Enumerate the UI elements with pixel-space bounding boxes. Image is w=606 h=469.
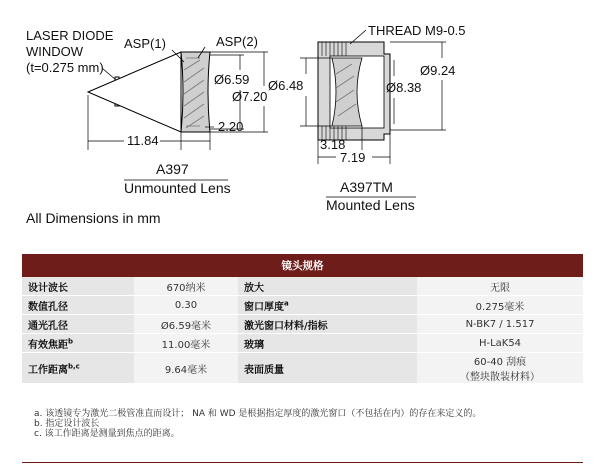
spec-value: 60-40 刮痕 xyxy=(473,357,527,368)
spec-value: 11.00毫米 xyxy=(134,334,238,353)
part-a397tm: A397TM xyxy=(340,179,393,195)
asp1-label: ASP(1) xyxy=(124,36,166,51)
thread-label: THREAD M9-0.5 xyxy=(368,23,466,38)
lens-body xyxy=(181,52,210,132)
spec-key: 设计波长 xyxy=(22,277,134,296)
asp2-label: ASP(2) xyxy=(216,34,258,49)
table-row xyxy=(22,296,583,315)
spec-key: 激光窗口材料/指标 xyxy=(238,315,417,334)
spec-key: 通光孔径 xyxy=(22,315,134,334)
all-dimensions-note: All Dimensions in mm xyxy=(26,210,161,226)
spec-value: 9.64毫米 xyxy=(134,353,238,384)
table-row xyxy=(22,277,583,296)
table-row xyxy=(22,315,583,334)
laser-label-3: (t=0.275 mm) xyxy=(26,60,104,75)
footnotes xyxy=(34,409,481,439)
footnote-marker: a xyxy=(284,299,289,308)
spec-value: 0.30 xyxy=(134,296,238,315)
dim-d838: Ø8.38 xyxy=(386,80,422,95)
caption-unmounted: Unmounted Lens xyxy=(124,180,231,196)
dim-d659: Ø6.59 xyxy=(214,72,250,87)
spec-value-cell xyxy=(417,353,583,384)
spec-value: 0.275毫米 xyxy=(417,296,583,315)
spec-key-cell xyxy=(22,334,134,353)
spec-key: 有效焦距 xyxy=(28,339,68,351)
lens-spec-table xyxy=(22,254,583,384)
dim-d720: Ø7.20 xyxy=(232,89,268,104)
spec-value: Ø6.59毫米 xyxy=(134,315,238,334)
laser-label-2: WINDOW xyxy=(26,44,84,59)
footnote-c: c. 该工作距离是测量到焦点的距离。 xyxy=(34,429,180,439)
spec-value: 无限 xyxy=(417,277,583,296)
table-row xyxy=(22,353,583,384)
spec-key: 玻璃 xyxy=(238,334,417,353)
footnote-marker: b xyxy=(68,337,74,346)
footnote-marker: b,c xyxy=(68,362,80,371)
dim-d648: Ø6.48 xyxy=(268,78,304,93)
spec-value: H-LaK54 xyxy=(417,334,583,353)
spec-key: 放大 xyxy=(238,277,417,296)
table-row xyxy=(22,334,583,353)
spec-key: 窗口厚度 xyxy=(244,301,284,313)
footnote-b: b. 指定设计波长 xyxy=(34,419,100,429)
table-title: 镜头规格 xyxy=(22,254,583,277)
dim-220: 2.20 xyxy=(218,119,244,134)
spec-value: 670纳米 xyxy=(134,277,238,296)
part-a397: A397 xyxy=(156,161,189,177)
unmounted-lens-drawing xyxy=(26,28,268,196)
laser-label-1: LASER DIODE xyxy=(26,28,114,43)
footnote-a: a. 该透镜专为激光二极管准直而设计； NA 和 WD 是根据指定厚度的激光窗口（不包括在内）的存在来定义的。 xyxy=(34,409,482,419)
mounted-lens-drawing xyxy=(268,23,466,213)
spec-value-sub: （整块散装材料） xyxy=(460,372,540,383)
spec-value: N-BK7 / 1.517 xyxy=(417,315,583,334)
spec-key: 数值孔径 xyxy=(22,296,134,315)
dim-719: 7.19 xyxy=(340,150,366,165)
spec-key-cell xyxy=(22,353,134,384)
caption-mounted: Mounted Lens xyxy=(326,197,415,213)
spec-key: 表面质量 xyxy=(238,353,417,384)
spec-key: 工作距离 xyxy=(28,364,68,376)
dim-318: 3.18 xyxy=(320,137,346,152)
divider xyxy=(22,462,583,463)
spec-key-cell xyxy=(238,296,417,315)
dim-1184: 11.84 xyxy=(127,133,159,148)
dim-d924: Ø9.24 xyxy=(420,63,456,78)
